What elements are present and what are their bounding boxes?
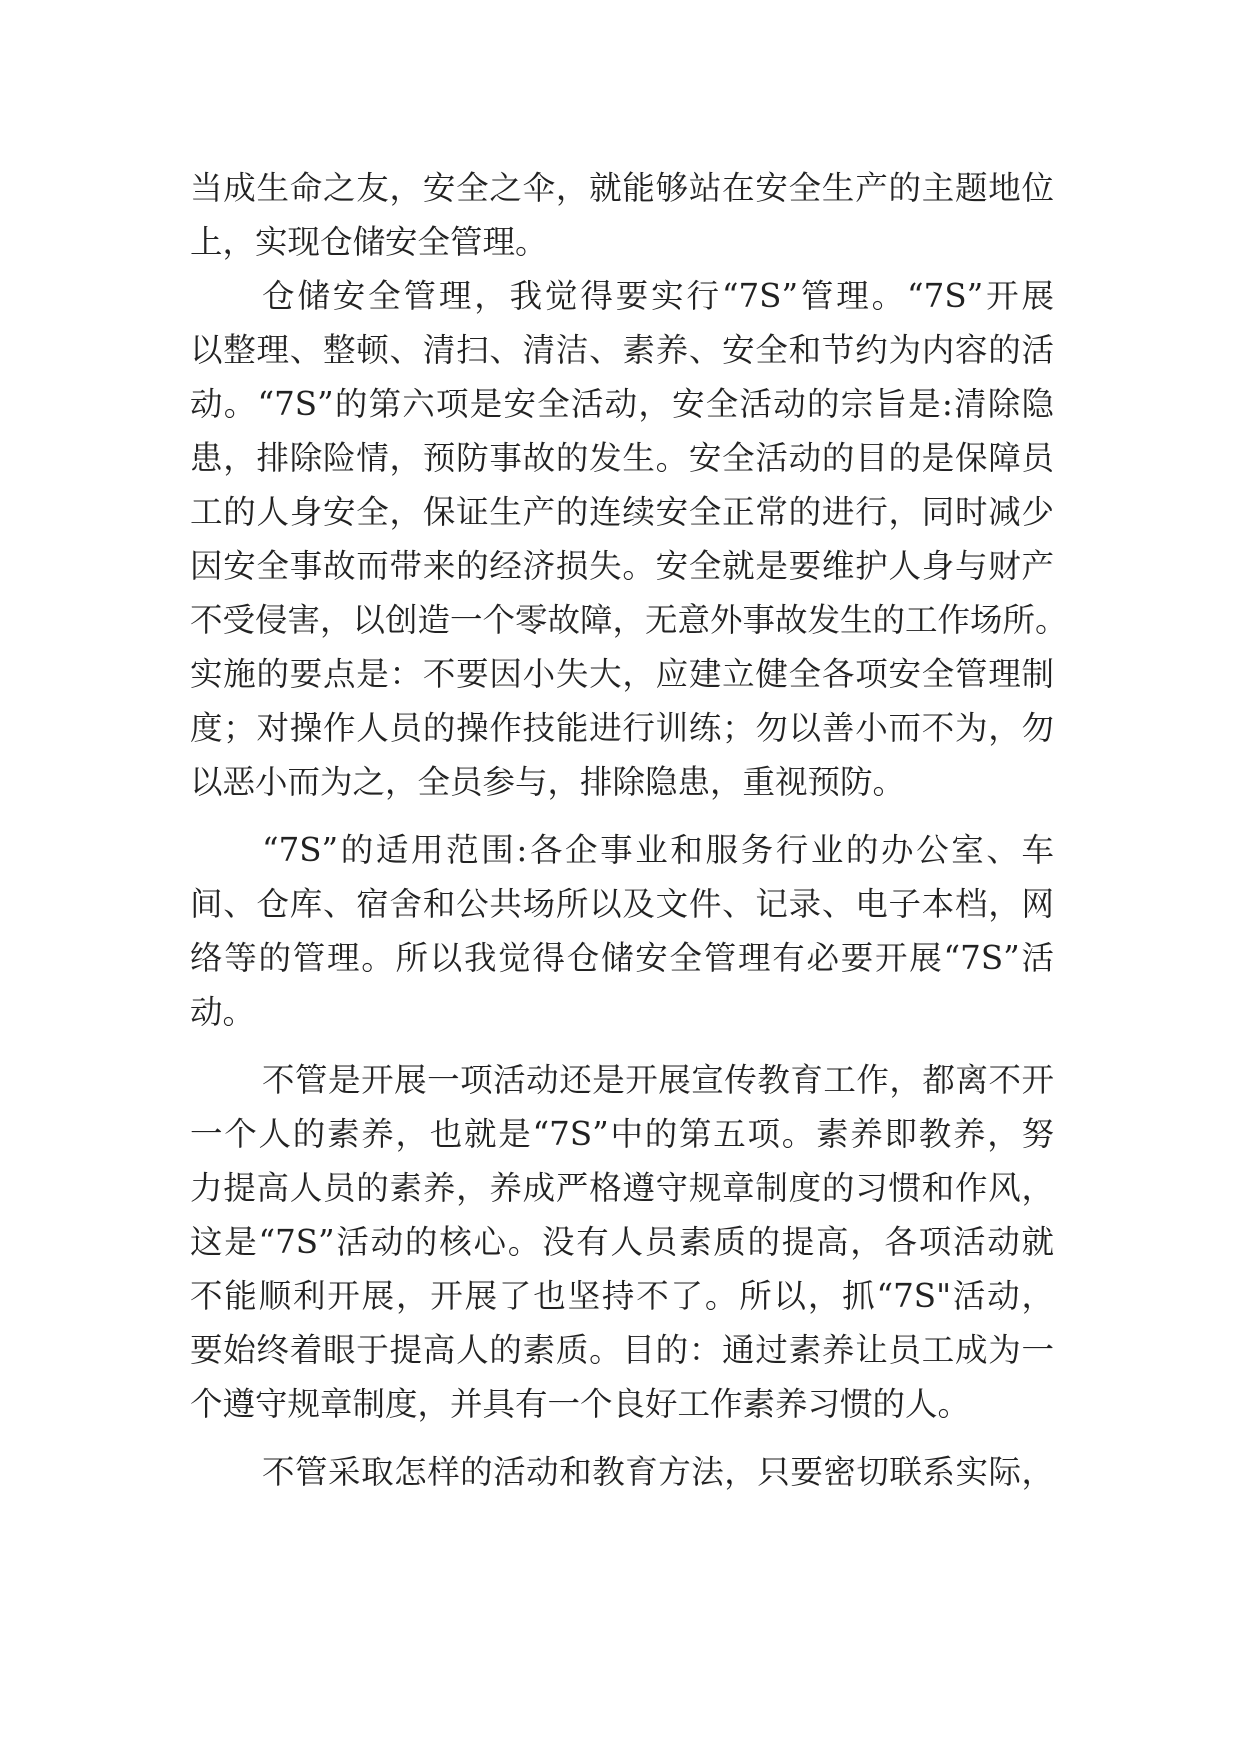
text-line: 这是“7S”活动的核心。没有人员素质的提高，各项活动就	[190, 1223, 1054, 1261]
text-line: 不能顺利开展，开展了也坚持不了。所以，抓“7S"活动，	[190, 1277, 1054, 1315]
text-line: 力提高人员的素养，养成严格遵守规章制度的习惯和作风，	[190, 1169, 1054, 1207]
text-line: 动。	[190, 993, 256, 1031]
text-line: “7S”的适用范围:各企事业和服务行业的办公室、车	[262, 831, 1054, 869]
text-line: 不管采取怎样的活动和教育方法，只要密切联系实际，	[262, 1453, 1054, 1491]
text-line: 不受侵害，以创造一个零故障，无意外事故发生的工作场所。	[190, 601, 1068, 639]
text-line: 工的人身安全，保证生产的连续安全正常的进行，同时减少	[190, 493, 1054, 531]
text-line: 患，排除险情，预防事故的发生。安全活动的目的是保障员	[190, 439, 1054, 477]
text-line: 仓储安全管理，我觉得要实行“7S”管理。“7S”开展	[262, 277, 1054, 315]
text-line: 动。“7S”的第六项是安全活动，安全活动的宗旨是:清除隐	[190, 385, 1054, 423]
text-line: 间、仓库、宿舍和公共场所以及文件、记录、电子本档，网	[190, 885, 1054, 923]
text-line: 上，实现仓储安全管理。	[190, 223, 548, 261]
text-line: 不管是开展一项活动还是开展宣传教育工作，都离不开	[262, 1061, 1054, 1099]
text-line: 要始终着眼于提高人的素质。目的：通过素养让员工成为一	[190, 1331, 1054, 1369]
text-line: 个遵守规章制度，并具有一个良好工作素养习惯的人。	[190, 1385, 971, 1423]
text-line: 因安全事故而带来的经济损失。安全就是要维护人身与财产	[190, 547, 1054, 585]
text-line: 以整理、整顿、清扫、清洁、素养、安全和节约为内容的活	[190, 331, 1054, 369]
text-line: 络等的管理。所以我觉得仓储安全管理有必要开展“7S”活	[190, 939, 1054, 977]
text-line: 以恶小而为之，全员参与，排除隐患，重视预防。	[190, 763, 906, 801]
text-line: 度；对操作人员的操作技能进行训练；勿以善小而不为，勿	[190, 709, 1054, 747]
text-line: 当成生命之友，安全之伞，就能够站在安全生产的主题地位	[190, 169, 1054, 207]
text-line: 实施的要点是：不要因小失大，应建立健全各项安全管理制	[190, 655, 1054, 693]
text-line: 一个人的素养，也就是“7S”中的第五项。素养即教养，努	[190, 1115, 1054, 1153]
